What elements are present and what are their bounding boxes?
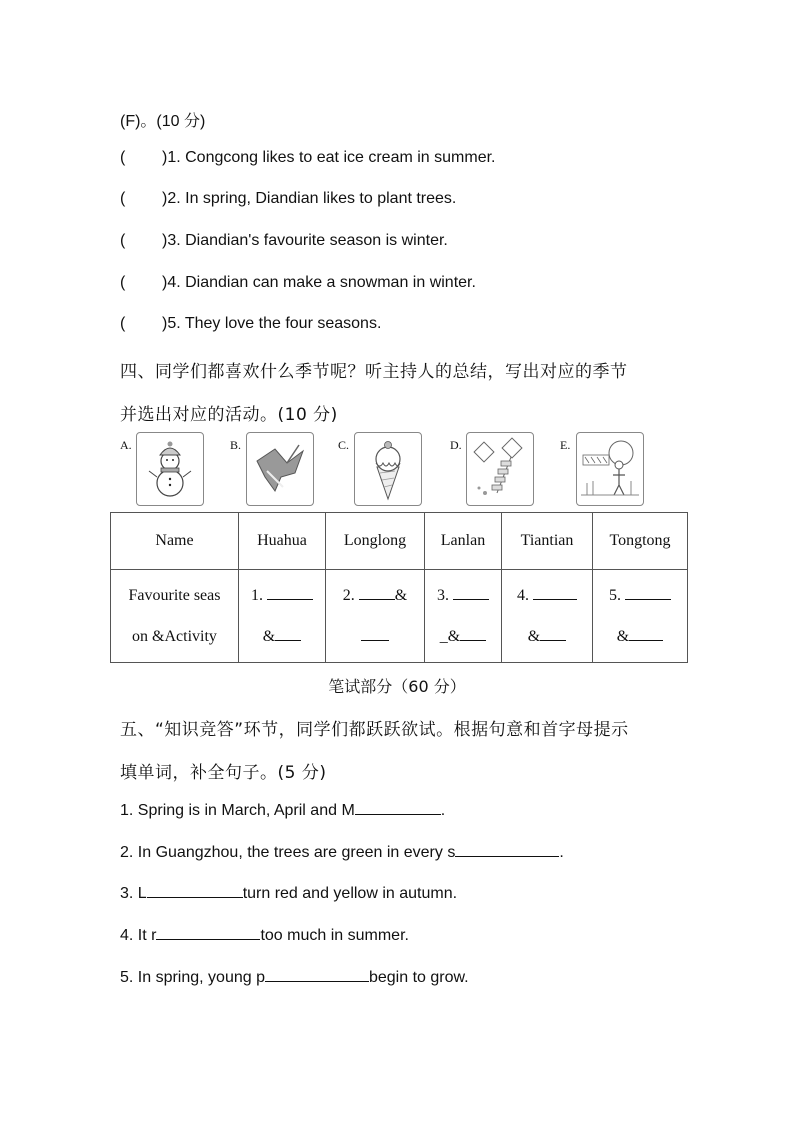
ice-cream-icon (354, 432, 422, 506)
section3-score: (F)。(10 分) (120, 113, 206, 130)
fill-item-4 (120, 925, 409, 945)
answer-number: 1. (251, 587, 263, 604)
section5-heading-line2: 填单词，补全句子。(5 分) (120, 763, 327, 783)
fill-blank[interactable] (265, 967, 369, 982)
season-blank[interactable] (625, 585, 671, 600)
fill-text-after: . (440, 802, 446, 819)
answer-amp: & (394, 587, 408, 604)
fill-text-before: 2. In Guangzhou, the trees are green in every s (120, 844, 456, 861)
answer-cell-3[interactable] (425, 570, 502, 663)
fill-item-2 (120, 842, 564, 862)
table-header-cell: Name (111, 513, 239, 570)
tf-text: )5. They love the four seasons. (162, 315, 382, 332)
autumn-scene-icon (576, 432, 644, 506)
row-label-line2: on &Activity (132, 628, 217, 645)
tf-item-4 (120, 274, 476, 292)
answer-number: 2. (342, 587, 355, 604)
section5-heading-line1: 五、“知识竞答”环节，同学们都跃跃欲试。根据句意和首字母提示 (120, 720, 629, 740)
section4-heading-line1: 四、同学们都喜欢什么季节呢？听主持人的总结，写出对应的季节 (120, 362, 628, 382)
table-header-cell: Lanlan (425, 513, 502, 570)
season-blank[interactable] (359, 585, 395, 600)
answer-paren[interactable]: ( (120, 149, 126, 166)
picture-label: C. (338, 438, 350, 452)
fill-text-before: 5. In spring, young p (120, 969, 265, 986)
section4-heading-line2: 并选出对应的活动。(10 分) (120, 405, 338, 425)
answer-cell-4[interactable] (502, 570, 593, 663)
tf-item-3 (120, 232, 448, 250)
answer-amp: & (527, 628, 541, 645)
picture-label: A. (120, 438, 132, 452)
activity-blank[interactable] (275, 626, 301, 641)
tf-text: )2. In spring, Diandian likes to plant trees. (162, 190, 457, 207)
answer-cell-5[interactable] (593, 570, 688, 663)
season-table (110, 512, 688, 663)
fill-text-before: 3. L (120, 885, 147, 902)
tf-text: )4. Diandian can make a snowman in winter. (162, 274, 476, 291)
fill-item-5 (120, 967, 469, 987)
fill-text-before: 4. It r (120, 927, 157, 944)
season-blank[interactable] (533, 585, 577, 600)
table-row (111, 570, 688, 663)
fill-blank[interactable] (147, 883, 243, 898)
answer-number: 3. (437, 587, 449, 604)
table-header-cell: Tongtong (593, 513, 688, 570)
fill-item-1 (120, 800, 445, 820)
season-blank[interactable] (453, 585, 489, 600)
answer-number: 4. (517, 587, 529, 604)
kite-icon (246, 432, 314, 506)
answer-paren[interactable]: ( (120, 190, 126, 207)
fill-text-after: too much in summer. (260, 927, 409, 944)
season-blank[interactable] (267, 585, 313, 600)
answer-cell-2[interactable] (326, 570, 425, 663)
firecracker-icon (466, 432, 534, 506)
table-header-cell: Huahua (239, 513, 326, 570)
answer-paren[interactable]: ( (120, 315, 126, 332)
snowman-icon (136, 432, 204, 506)
answer-paren[interactable]: ( (120, 232, 126, 249)
answer-amp: _& (439, 628, 461, 645)
table-header-row (111, 513, 688, 570)
row-label-line1: Favourite seas (128, 587, 221, 604)
fill-item-3 (120, 883, 457, 903)
tf-item-2 (120, 190, 456, 208)
answer-number: 5. (609, 587, 621, 604)
fill-text-after: begin to grow. (368, 969, 469, 986)
table-header-cell: Tiantian (502, 513, 593, 570)
answer-amp: & (616, 628, 630, 645)
picture-label: B. (230, 438, 242, 452)
picture-label: E. (560, 438, 571, 452)
tf-item-5 (120, 315, 381, 333)
fill-blank[interactable] (455, 842, 559, 857)
activity-blank[interactable] (460, 626, 486, 641)
fill-text-before: 1. Spring is in March, April and M (120, 802, 355, 819)
tf-item-1 (120, 149, 495, 167)
answer-paren[interactable]: ( (120, 274, 126, 291)
picture-label: D. (450, 438, 462, 452)
activity-blank[interactable] (629, 626, 663, 641)
row-label (111, 570, 239, 663)
table-header-cell: Longlong (326, 513, 425, 570)
activity-blank[interactable] (540, 626, 566, 641)
written-part-heading: 笔试部分（60 分） (328, 677, 466, 696)
fill-text-after: turn red and yellow in autumn. (242, 885, 458, 902)
tf-text: )3. Diandian's favourite season is winter. (162, 232, 448, 249)
answer-amp: & (262, 628, 276, 645)
tf-text: )1. Congcong likes to eat ice cream in summer. (162, 149, 496, 166)
fill-blank[interactable] (156, 925, 260, 940)
activity-blank[interactable] (361, 626, 389, 641)
fill-blank[interactable] (355, 800, 441, 815)
fill-text-after: . (559, 844, 564, 861)
answer-cell-1[interactable] (239, 570, 326, 663)
activity-pictures (120, 430, 680, 510)
